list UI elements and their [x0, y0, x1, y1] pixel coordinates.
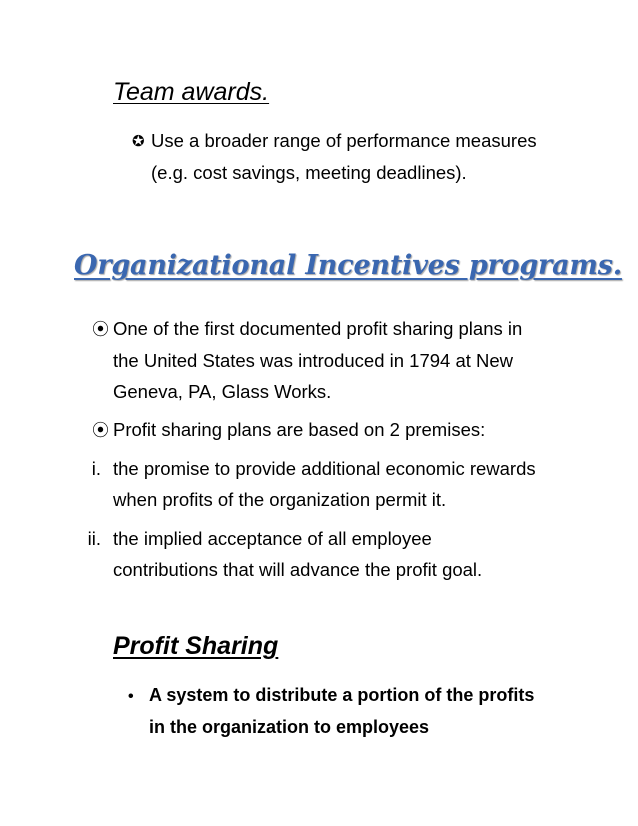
circle-bullet-icon: ⦿ — [92, 421, 109, 440]
profit-sharing-bullet — [128, 679, 534, 713]
circle-bullet-icon: ⦿ — [92, 320, 109, 339]
team-awards-bullet — [132, 125, 537, 158]
profit-sharing-line2: in the organization to employees — [149, 717, 430, 737]
premise-item — [67, 453, 536, 485]
premise-line1: the promise to provide additional economic rewards — [113, 458, 536, 479]
team-awards-heading: Team awards. — [113, 78, 270, 106]
profit-sharing-heading: Profit Sharing — [113, 632, 279, 660]
org-point-2-line1: Profit sharing plans are based on 2 premises: — [113, 419, 486, 440]
target-bullet-icon: ✪ — [132, 133, 145, 150]
team-awards-line2: (e.g. cost savings, meeting deadlines). — [151, 162, 467, 183]
org-point-1-line3: Geneva, PA, Glass Works. — [113, 381, 332, 402]
premise-line2: when profits of the organization permit it. — [113, 489, 447, 510]
premise-line2: contributions that will advance the profit goal. — [113, 559, 483, 580]
premise-item — [67, 523, 432, 555]
organizational-heading: Organizational Incentives programs. — [74, 250, 622, 281]
org-point-1-line1: One of the first documented profit sharing plans in — [113, 318, 523, 339]
org-point-2 — [92, 414, 485, 447]
premise-line1: the implied acceptance of all employee — [113, 528, 432, 549]
dot-bullet-icon: • — [128, 688, 134, 705]
profit-sharing-line1: A system to distribute a portion of the profits — [149, 685, 535, 705]
premise-numeral: ii. — [87, 528, 101, 549]
team-awards-line1: Use a broader range of performance measures — [151, 130, 537, 151]
premise-numeral: i. — [91, 458, 101, 479]
org-point-1-line2: the United States was introduced in 1794 at New — [113, 350, 514, 371]
org-point-1 — [92, 313, 522, 346]
